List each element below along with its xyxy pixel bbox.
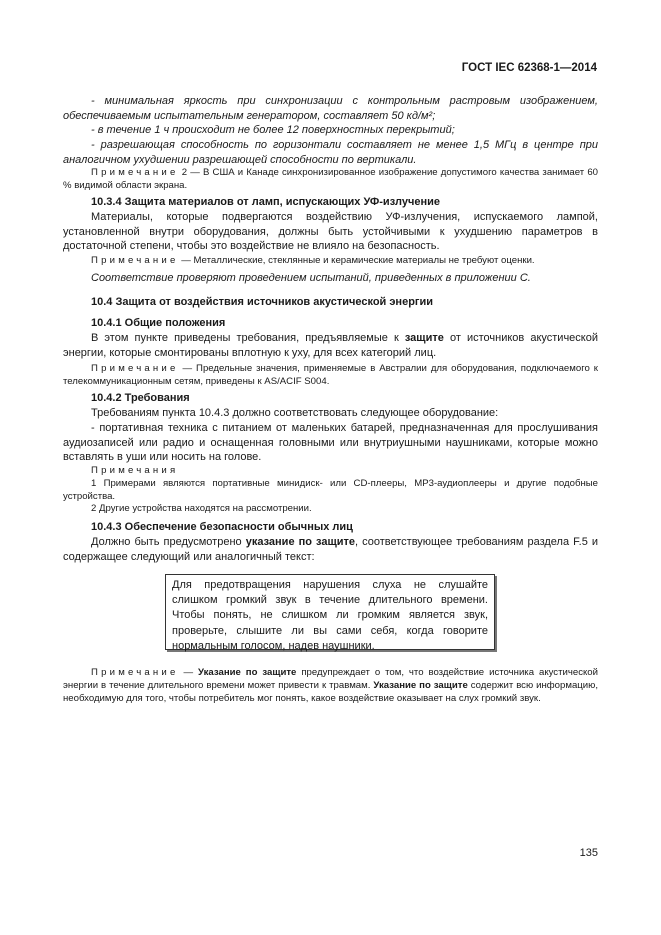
notes-label: Примечания	[91, 465, 179, 476]
text-run: В этом пункте приведены требования, предъявляемые к	[91, 332, 399, 344]
section-title-10-4-3: 10.4.3 Обеспечение безопасности обычных лиц	[91, 521, 353, 533]
section-title-10-3-4: 10.3.4 Защита материалов от ламп, испускающих УФ-излучение	[91, 196, 441, 208]
note-label: Примечание	[91, 255, 179, 266]
paragraph	[63, 331, 598, 360]
note-2	[63, 254, 598, 267]
bold-term: Указание по защите	[198, 667, 297, 678]
compliance-text: Соответствие проверяют проведением испытаний, приведенных в приложении С.	[91, 272, 531, 284]
note-1	[63, 166, 598, 192]
section-title-10-4-1: 10.4.1 Общие положения	[91, 317, 226, 329]
note-text: — Предельные значения, применяемые в Австралии для оборудования, подключаемого к телекоммуникационным сетям, приведены к AS/ACIF S004.	[63, 363, 598, 388]
note-item: 2 Другие устройства находятся на рассмотрении.	[91, 503, 312, 514]
note-item: 1 Примерами являются портативные минидиск- или CD-плееры, MP3-аудиоплееры и другие подобные устройства.	[63, 478, 598, 503]
text-run: от источников акустической энергии, которые смонтированы вплотную к уху, для всех категорий лиц.	[63, 332, 598, 359]
paragraph: Материалы, которые подвергаются воздействию УФ-излучения, испускаемого лампой, установленной внутри оборудования, должны быть устойчивыми к ухудшению параметров в достаточной степени, чтобы это воздействие не влияло на безопасность.	[63, 211, 598, 253]
note-text: — Металлические, стеклянные и керамические материалы не требуют оценки.	[181, 255, 535, 266]
list-item: - в течение 1 ч происходит не более 12 поверхностных перекрытий;	[91, 124, 455, 136]
note-text: 2 — В США и Канаде синхронизированное изображение допустимого качества занимает 60 % видимой области экрана.	[63, 167, 598, 192]
note-3	[63, 362, 598, 388]
note-label: Примечание	[91, 167, 179, 178]
note-dash: —	[183, 667, 194, 678]
list-item: - портативная техника с питанием от маленьких батарей, предназначенная для прослушивания аудиозаписей или радио и оснащенная головными или внутриушными наушниками, которые можно вставлять в уши или носить на голове.	[63, 422, 598, 464]
note-label: Примечание	[91, 363, 179, 374]
section-title-10-4-2: 10.4.2 Требования	[91, 392, 190, 404]
bold-term: защите	[404, 332, 444, 344]
section-title-10-4: 10.4 Защита от воздействия источников акустической энергии	[91, 296, 434, 308]
bold-term: указание по защите	[245, 536, 356, 548]
text-run: , соответствующее требованиям раздела F.5 и содержащее следующий или аналогичный текст:	[63, 536, 599, 563]
text-run: Должно быть предусмотрено	[91, 536, 242, 548]
text-run: предупреждает о том, что воздействие источника акустической энергии в течение длительного времени может привести к травмам.	[63, 667, 598, 692]
document-header: ГОСТ IEC 62368-1—2014	[461, 62, 597, 74]
note-label: Примечание	[91, 667, 179, 678]
list-item: - минимальная яркость при синхронизации с контрольным растровым изображением, обеспечиваемым испытательным генератором, составляет 50 кд/м²;	[63, 95, 598, 122]
paragraph	[63, 535, 598, 564]
page-number: 135	[579, 847, 598, 859]
bold-term: Указание по защите	[373, 680, 468, 692]
text-run: содержит всю информацию, необходимую для того, чтобы потребитель мог понять, какое воздействие оказывает на слух громкий звук.	[63, 680, 598, 705]
list-item: - разрешающая способность по горизонтали составляет не менее 1,5 МГц в центре при аналогичном ухудшении разрешающей способности по вертикали.	[63, 139, 598, 166]
note-4	[63, 666, 598, 706]
warning-box: Для предотвращения нарушения слуха не слушайте слишком громкий звук в течение длительного времени. Чтобы понять, не слишком ли громким является звук, проверьте, слышите ли вы сами себя, когда говорите нормальным голосом, надев наушники.	[165, 574, 495, 650]
paragraph: Требованиям пункта 10.4.3 должно соответствовать следующее оборудование:	[91, 407, 499, 419]
